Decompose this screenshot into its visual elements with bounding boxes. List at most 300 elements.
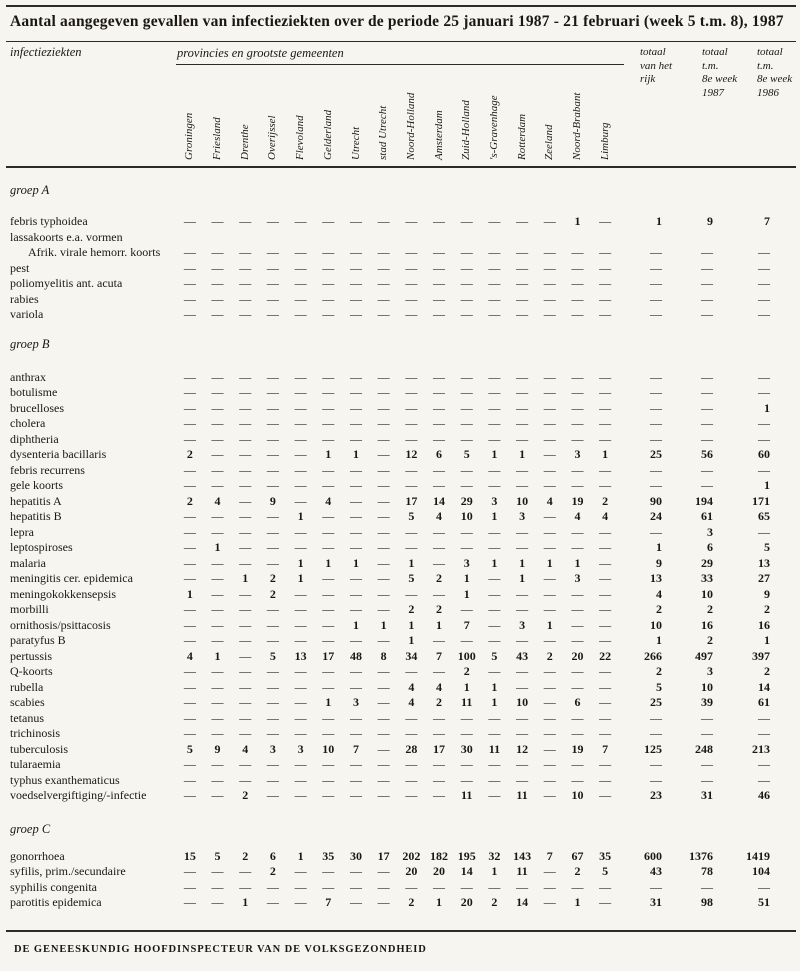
count-cell: 7 [325, 895, 332, 909]
disease-name: morbilli [10, 602, 49, 616]
total-cell: 13 [758, 555, 770, 570]
disease-row [0, 864, 800, 880]
count-cell: 14 [516, 895, 529, 909]
total-cell: 2 [656, 602, 662, 616]
count-cell: — [239, 555, 252, 570]
count-cell: 1 [186, 586, 193, 601]
count-cell: 34 [405, 648, 418, 663]
total-cell: — [758, 369, 770, 384]
count-cell: 1 [491, 555, 498, 570]
disease-name: variola [10, 307, 44, 321]
count-cell: — [405, 276, 418, 290]
disease-row [0, 880, 800, 896]
count-cell: 13 [294, 648, 307, 663]
total-cell: 2 [707, 602, 713, 616]
count-cell: — [266, 245, 279, 259]
count-cell: — [349, 664, 362, 678]
count-cell: — [266, 695, 279, 709]
count-cell: — [266, 307, 279, 321]
count-cell: 11 [516, 864, 528, 878]
total-cell: — [758, 757, 770, 771]
count-cell: — [322, 524, 335, 539]
count-cell: 4 [186, 648, 193, 663]
province-header: Amsterdam [432, 110, 445, 160]
count-cell: — [516, 679, 529, 694]
total-header-line: t.m. [757, 59, 774, 72]
disease-row [0, 742, 800, 758]
count-cell: — [377, 493, 390, 508]
disease-name: febris recurrens [10, 462, 85, 477]
count-cell: — [349, 571, 362, 585]
total-cell: — [650, 478, 662, 492]
count-cell: — [183, 307, 196, 321]
count-cell: — [294, 385, 307, 399]
count-cell: — [349, 586, 362, 601]
count-cell: 10 [322, 741, 335, 756]
count-cell: 2 [186, 493, 193, 508]
count-cell: — [599, 633, 612, 647]
count-cell: — [211, 710, 224, 725]
count-cell: — [211, 726, 224, 740]
count-cell: 9 [214, 741, 221, 756]
count-cell: — [239, 879, 252, 894]
count-cell: — [460, 524, 473, 539]
count-cell: — [349, 245, 362, 259]
count-cell: — [183, 400, 196, 415]
count-cell: — [543, 757, 556, 771]
count-cell: — [211, 679, 224, 694]
province-header: 's-Gravenhage [488, 95, 501, 160]
count-cell: 2 [242, 848, 249, 863]
count-cell: — [266, 291, 279, 306]
count-cell: — [239, 757, 252, 771]
count-cell: — [239, 245, 252, 259]
count-cell: — [211, 602, 224, 616]
count-cell: 10 [460, 509, 473, 523]
province-header: Friesland [211, 117, 224, 160]
count-cell: — [516, 586, 529, 601]
count-cell: 2 [491, 895, 498, 909]
count-cell: — [571, 602, 584, 616]
count-cell: 2 [602, 493, 609, 508]
disease-row [0, 788, 800, 804]
count-cell: 17 [433, 741, 446, 756]
disease-name: meningitis cer. epidemica [10, 571, 133, 585]
total-cell: 600 [644, 848, 662, 863]
count-cell: — [377, 214, 390, 228]
count-cell: — [322, 664, 335, 678]
count-cell: — [543, 416, 556, 430]
count-cell: 20 [571, 648, 584, 663]
count-cell: — [294, 447, 307, 461]
disease-row [0, 602, 800, 618]
count-cell: — [599, 462, 612, 477]
count-cell: — [183, 726, 196, 740]
count-cell: — [460, 710, 473, 725]
count-cell: 4 [242, 741, 249, 756]
count-cell: 1 [574, 214, 581, 228]
total-cell: — [758, 245, 770, 259]
province-header: Flevoland [294, 115, 307, 160]
count-cell: 10 [516, 695, 529, 709]
count-cell: — [571, 617, 584, 632]
total-cell: 1 [764, 478, 770, 492]
count-cell: 1 [325, 447, 332, 461]
total-cell: 213 [752, 741, 770, 756]
count-cell: — [377, 695, 390, 709]
disease-row [0, 664, 800, 680]
total-cell: 1 [764, 400, 770, 415]
disease-name: voedselvergiftiging/-infectie [10, 788, 147, 802]
count-cell: — [433, 214, 446, 228]
count-cell: — [543, 633, 556, 647]
count-cell: — [349, 509, 362, 523]
total-cell: — [758, 772, 770, 787]
count-cell: — [571, 586, 584, 601]
count-cell: — [599, 245, 612, 259]
count-cell: — [433, 726, 446, 740]
count-cell: — [322, 400, 335, 415]
total-cell: — [650, 757, 662, 771]
count-cell: — [239, 602, 252, 616]
count-cell: — [488, 710, 501, 725]
count-cell: 32 [488, 848, 501, 863]
count-cell: — [322, 214, 335, 228]
count-cell: 10 [571, 788, 584, 802]
count-cell: — [183, 772, 196, 787]
count-cell: — [543, 400, 556, 415]
count-cell: 14 [460, 864, 473, 878]
count-cell: — [322, 462, 335, 477]
count-cell: — [543, 509, 556, 523]
count-cell: — [599, 679, 612, 694]
count-cell: — [239, 695, 252, 709]
count-cell: — [377, 864, 390, 878]
count-cell: — [460, 478, 473, 492]
count-cell: — [349, 493, 362, 508]
count-cell: — [516, 416, 529, 430]
count-cell: — [183, 524, 196, 539]
province-header: Zuid-Holland [460, 100, 473, 160]
count-cell: — [349, 864, 362, 878]
count-cell: — [183, 679, 196, 694]
count-cell: — [183, 757, 196, 771]
total-cell: 3 [707, 664, 713, 678]
count-cell: — [543, 431, 556, 446]
total-cell: — [701, 276, 713, 290]
count-cell: — [433, 788, 446, 802]
total-header-line: t.m. [702, 59, 719, 72]
count-cell: — [433, 276, 446, 290]
disease-name: scabies [10, 695, 45, 709]
count-cell: — [349, 757, 362, 771]
count-cell: — [433, 710, 446, 725]
total-cell: 33 [701, 571, 713, 585]
count-cell: — [599, 291, 612, 306]
count-cell: — [433, 540, 446, 554]
total-cell: 43 [650, 864, 662, 878]
count-cell: — [294, 260, 307, 275]
count-cell: 20 [433, 864, 446, 878]
count-cell: — [211, 879, 224, 894]
count-cell: — [488, 385, 501, 399]
total-cell: 61 [758, 695, 770, 709]
count-cell: — [349, 895, 362, 909]
disease-row [0, 214, 800, 230]
count-cell: 2 [546, 648, 553, 663]
count-cell: — [488, 307, 501, 321]
disease-row [0, 556, 800, 572]
count-cell: — [488, 291, 501, 306]
disease-row [0, 432, 800, 448]
count-cell: — [266, 788, 279, 802]
count-cell: — [211, 757, 224, 771]
count-cell: — [211, 664, 224, 678]
count-cell: — [433, 260, 446, 275]
count-cell: — [571, 757, 584, 771]
disease-row [0, 540, 800, 556]
count-cell: — [377, 400, 390, 415]
count-cell: — [349, 276, 362, 290]
disease-name: Q-koorts [10, 664, 53, 678]
count-cell: — [543, 571, 556, 585]
count-cell: — [405, 710, 418, 725]
count-cell: — [433, 400, 446, 415]
count-cell: 10 [516, 493, 529, 508]
count-cell: — [571, 710, 584, 725]
count-cell: 2 [186, 447, 193, 461]
count-cell: — [599, 757, 612, 771]
count-cell: — [405, 416, 418, 430]
group-label: groep A [10, 183, 50, 197]
disease-name: poliomyelitis ant. acuta [10, 276, 123, 290]
total-cell: — [650, 385, 662, 399]
count-cell: — [322, 586, 335, 601]
count-cell: — [599, 879, 612, 894]
count-cell: — [460, 726, 473, 740]
count-cell: — [571, 291, 584, 306]
count-cell: — [239, 679, 252, 694]
count-cell: — [266, 431, 279, 446]
disease-name: paratyfus B [10, 633, 66, 647]
count-cell: — [349, 788, 362, 802]
count-cell: — [377, 447, 390, 461]
count-cell: — [239, 524, 252, 539]
total-cell: — [758, 726, 770, 740]
count-cell: — [322, 602, 335, 616]
count-cell: — [266, 879, 279, 894]
count-cell: — [488, 400, 501, 415]
count-cell: — [543, 540, 556, 554]
total-cell: 4 [656, 586, 662, 601]
count-cell: 1 [352, 447, 359, 461]
count-cell: — [405, 291, 418, 306]
count-cell: 3 [574, 571, 581, 585]
count-cell: — [294, 400, 307, 415]
count-cell: 1 [325, 695, 332, 709]
total-cell: 51 [758, 895, 770, 909]
count-cell: 7 [352, 741, 359, 756]
disease-name: tularaemia [10, 757, 61, 771]
total-cell: — [701, 307, 713, 321]
count-cell: — [405, 788, 418, 802]
count-cell: — [266, 462, 279, 477]
count-cell: — [543, 478, 556, 492]
count-cell: — [377, 633, 390, 647]
count-cell: — [211, 895, 224, 909]
count-cell: — [239, 385, 252, 399]
count-cell: — [405, 245, 418, 259]
count-cell: — [294, 478, 307, 492]
count-cell: 1 [297, 555, 304, 570]
count-cell: — [405, 879, 418, 894]
count-cell: — [460, 245, 473, 259]
total-cell: — [701, 879, 713, 894]
total-column-header [640, 46, 672, 87]
count-cell: — [183, 462, 196, 477]
count-cell: — [433, 431, 446, 446]
count-cell: — [183, 214, 196, 228]
count-cell: — [211, 509, 224, 523]
count-cell: — [322, 245, 335, 259]
count-cell: 1 [574, 555, 581, 570]
count-cell: — [239, 493, 252, 508]
count-cell: — [460, 602, 473, 616]
count-cell: — [266, 524, 279, 539]
count-cell: — [433, 245, 446, 259]
count-cell: 2 [463, 664, 470, 678]
total-cell: — [650, 524, 662, 539]
count-cell: — [543, 695, 556, 709]
disease-row [0, 261, 800, 277]
count-cell: — [266, 757, 279, 771]
total-cell: 1376 [689, 848, 713, 863]
total-cell: — [701, 416, 713, 430]
disease-row [0, 385, 800, 401]
count-cell: — [377, 586, 390, 601]
province-header: Overijssel [266, 115, 279, 160]
count-cell: — [433, 462, 446, 477]
count-cell: — [433, 369, 446, 384]
province-header: Noord-Brabant [571, 92, 584, 160]
count-cell: — [460, 214, 473, 228]
count-cell: — [488, 757, 501, 771]
count-cell: — [266, 400, 279, 415]
count-cell: — [211, 617, 224, 632]
count-cell: — [516, 276, 529, 290]
count-cell: — [239, 276, 252, 290]
total-cell: 1 [656, 633, 662, 647]
count-cell: 35 [599, 848, 612, 863]
disease-name: meningokokkensepsis [10, 586, 116, 601]
count-cell: — [266, 214, 279, 228]
disease-name: hepatitis B [10, 509, 62, 523]
count-cell: 5 [408, 509, 415, 523]
total-cell: 65 [758, 509, 770, 523]
count-cell: — [239, 509, 252, 523]
count-cell: — [571, 679, 584, 694]
count-cell: — [183, 385, 196, 399]
total-header-line: 1987 [702, 86, 724, 99]
count-cell: — [349, 540, 362, 554]
total-cell: 7 [764, 214, 770, 228]
disease-row [0, 618, 800, 634]
count-cell: — [488, 540, 501, 554]
count-cell: — [349, 307, 362, 321]
diseases-column-header: infectieziekten [10, 45, 82, 59]
count-cell: — [211, 291, 224, 306]
total-cell: — [701, 757, 713, 771]
count-cell: — [266, 679, 279, 694]
disease-group [0, 822, 800, 911]
count-cell: — [599, 617, 612, 632]
count-cell: — [211, 524, 224, 539]
count-cell: — [599, 416, 612, 430]
disease-name: lepra [10, 524, 34, 539]
total-cell: 78 [701, 864, 713, 878]
count-cell: — [239, 633, 252, 647]
disease-name: brucelloses [10, 400, 64, 415]
count-cell: — [516, 369, 529, 384]
count-cell: 1 [463, 571, 470, 585]
count-cell: — [239, 648, 252, 663]
count-cell: 2 [436, 602, 443, 616]
count-cell: 19 [571, 493, 584, 508]
count-cell: — [377, 602, 390, 616]
count-cell: 2 [408, 895, 415, 909]
count-cell: 11 [516, 788, 528, 802]
count-cell: 9 [269, 493, 276, 508]
count-cell: — [543, 602, 556, 616]
count-cell: — [433, 385, 446, 399]
group-rows [0, 370, 800, 804]
count-cell: 6 [574, 695, 581, 709]
disease-row [0, 401, 800, 417]
provinces-underline [176, 64, 624, 65]
count-cell: — [405, 478, 418, 492]
count-cell: — [266, 416, 279, 430]
count-cell: 5 [214, 848, 221, 863]
count-cell: 2 [269, 571, 276, 585]
count-cell: 1 [463, 586, 470, 601]
count-cell: — [377, 291, 390, 306]
count-cell: — [349, 369, 362, 384]
disease-row [0, 509, 800, 525]
count-cell: — [599, 710, 612, 725]
count-cell: — [516, 726, 529, 740]
count-cell: — [405, 307, 418, 321]
count-cell: 5 [408, 571, 415, 585]
total-cell: 56 [701, 447, 713, 461]
total-cell: — [758, 307, 770, 321]
count-cell: — [543, 447, 556, 461]
disease-row [0, 680, 800, 696]
count-cell: — [488, 879, 501, 894]
count-cell: — [183, 245, 196, 259]
count-cell: — [460, 633, 473, 647]
total-cell: — [701, 478, 713, 492]
count-cell: — [543, 586, 556, 601]
count-cell: — [294, 291, 307, 306]
count-cell: — [488, 586, 501, 601]
total-cell: — [758, 524, 770, 539]
total-cell: 2 [707, 633, 713, 647]
disease-name: gele koorts [10, 478, 63, 492]
count-cell: — [516, 710, 529, 725]
count-cell: 14 [433, 493, 446, 508]
count-cell: — [349, 710, 362, 725]
total-cell: 3 [707, 524, 713, 539]
